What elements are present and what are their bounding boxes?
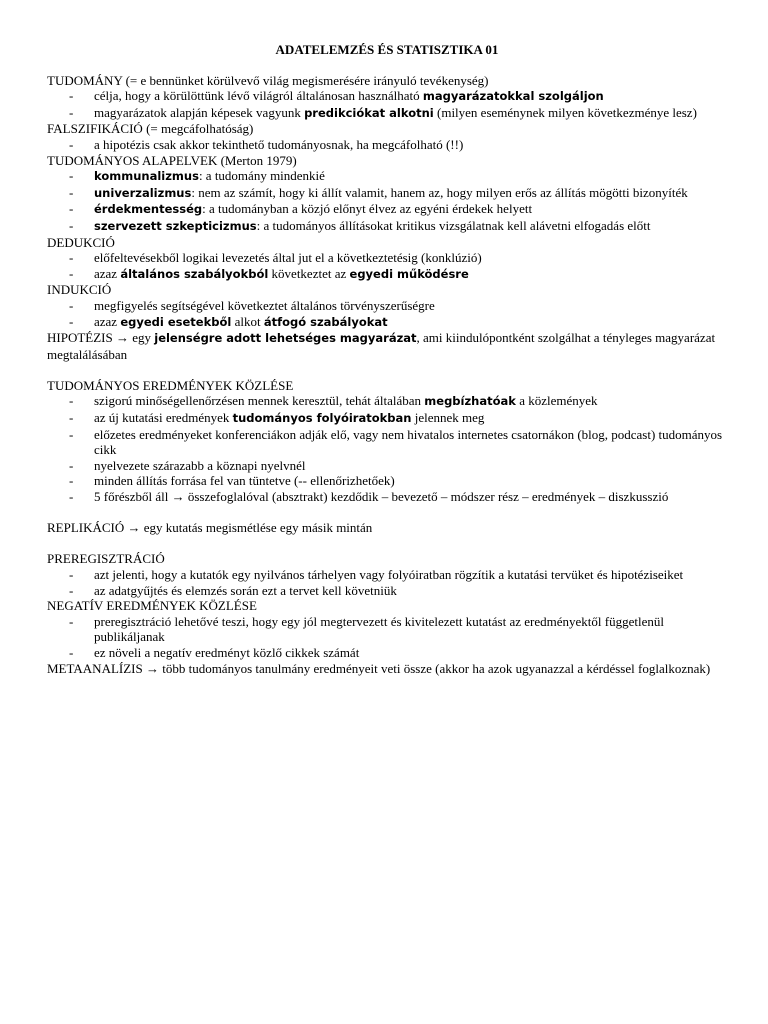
paragraph-replikacio: REPLIKÁCIÓ → egy kutatás megismétlése egy másik mintán (47, 520, 373, 536)
list-item: - 5 főrészből áll → összefoglalóval (absztrakt) kezdődik – bevezető – módszer rész – eredmények – diszkusszió (69, 489, 669, 505)
list-indukcio (47, 298, 727, 330)
bullet-dash: - (69, 613, 74, 629)
bullet-dash: - (69, 567, 74, 582)
bullet-dash: - (69, 168, 74, 184)
spacer (47, 362, 727, 378)
paragraph-metaanalizis: METAANALÍZIS → több tudományos tanulmány eredményeit veti össze (akkor ha azok ugyanazzal a kérdéssel foglalkoznak) (47, 660, 711, 676)
document-page (47, 42, 727, 676)
document-title: ADATELEMZÉS ÉS STATISZTIKA 01 (275, 42, 499, 57)
spacer (47, 536, 727, 552)
heading-preregisztracio: PREREGISZTRÁCIÓ (47, 551, 165, 567)
list-preregisztracio (47, 567, 727, 598)
bullet-dash: - (69, 644, 74, 660)
bullet-dash: - (69, 393, 74, 409)
heading-tudomany: TUDOMÁNY (= e bennünket körülvevő világ megismerésére irányuló tevékenység) (47, 72, 489, 88)
heading-alapelvek: TUDOMÁNYOS ALAPELVEK (Merton 1979) (47, 152, 297, 168)
list-item: - előzetes eredményeket konferenciákon adják elő, vagy nem hivatalos internetes csatornákon (blog, podcast) tudományos cikk (69, 426, 723, 458)
heading-negativ-eredmenyek: NEGATÍV EREDMÉNYEK KÖZLÉSE (47, 598, 257, 614)
heading-eredmenyek-kozlese: TUDOMÁNYOS EREDMÉNYEK KÖZLÉSE (47, 377, 294, 393)
list-tudomany (47, 88, 727, 121)
list-item: - érdekmentesség: a tudományban a közjó előnyt élvez az egyéni érdekek helyett (69, 201, 533, 217)
bullet-dash: - (69, 426, 74, 442)
bullet-dash: - (69, 104, 74, 120)
bullet-dash: - (69, 136, 74, 152)
list-item: - preregisztráció lehetővé teszi, hogy egy jól megtervezett és kivitelezett kutatást az eredményektől függetlenül publikáljanak (69, 613, 664, 645)
bullet-dash: - (69, 217, 74, 233)
bullet-dash: - (69, 313, 74, 329)
list-item: - előfeltevésekből logikai levezetés által jut el a következtetésig (konklúzió) (69, 250, 482, 266)
list-item: - nyelvezete szárazabb a köznapi nyelvnél (69, 457, 306, 473)
list-item: - univerzalizmus: nem az számít, hogy ki állít valamit, hanem az, hogy milyen erős az állítás mögötti bizonyíték (69, 184, 688, 200)
list-item: - azaz egyedi esetekből alkot átfogó szabályokat (69, 313, 388, 329)
bullet-dash: - (69, 582, 74, 598)
paragraph-hipotezis: HIPOTÉZIS → egy jelenségre adott lehetséges magyarázat, ami kiindulópontként szolgálhat a tényleges magyarázat megtalálásában (47, 330, 716, 362)
bullet-dash: - (69, 201, 74, 217)
list-item: - célja, hogy a körülöttünk lévő világról általánosan használható magyarázatokkal szolgáljon (69, 88, 604, 104)
list-item: - az új kutatási eredmények tudományos folyóiratokban jelennek meg (69, 410, 485, 426)
list-item: - az adatgyűjtés és elemzés során ezt a tervet kell követniük (69, 582, 397, 598)
heading-indukcio: INDUKCIÓ (47, 282, 112, 298)
bullet-dash: - (69, 88, 74, 104)
list-item: - megfigyelés segítségével következtet általános törvényszerűségre (69, 297, 435, 313)
list-eredmenyek-kozlese (47, 393, 727, 504)
spacer (47, 505, 727, 521)
list-item: - minden állítás forrása fel van tüntetve (-- ellenőrizhetőek) (69, 473, 395, 489)
heading-dedukcio: DEDUKCIÓ (47, 234, 115, 250)
list-item: - kommunalizmus: a tudomány mindenkié (69, 168, 325, 184)
list-item: - szigorú minőségellenőrzésen mennek keresztül, tehát általában megbízhatóak a közlemények (69, 393, 598, 409)
list-dedukcio (47, 250, 727, 282)
bullet-dash: - (69, 297, 74, 313)
heading-falszifikacio: FALSZIFIKÁCIÓ (= megcáfolhatóság) (47, 121, 254, 137)
list-negativ-eredmenyek (47, 614, 727, 661)
bullet-dash: - (69, 265, 74, 281)
list-item: - szervezett szkepticizmus: a tudományos állításokat kritikus vizsgálatnak kell alávetni elfogadás előtt (69, 217, 651, 233)
bullet-dash: - (69, 457, 74, 473)
list-item: - magyarázatok alapján képesek vagyunk predikciókat alkotni (milyen eseménynek milyen következménye lesz) (69, 104, 697, 120)
bullet-dash: - (69, 489, 74, 505)
list-item: - a hipotézis csak akkor tekinthető tudományosnak, ha megcáfolható (!!) (69, 136, 464, 152)
bullet-dash: - (69, 473, 74, 489)
bullet-dash: - (69, 250, 74, 266)
list-alapelvek (47, 168, 727, 234)
list-item: - azt jelenti, hogy a kutatók egy nyilvános tárhelyen vagy folyóiratban rögzítik a kutatási tervüket és hipotéziseiket (69, 567, 684, 582)
bullet-dash: - (69, 410, 74, 426)
list-falszifikacio (47, 137, 727, 153)
list-item: - ez növeli a negatív eredményt közlő cikkek számát (69, 644, 360, 660)
bullet-dash: - (69, 184, 74, 200)
list-item: - azaz általános szabályokból következtet az egyedi működésre (69, 265, 469, 281)
